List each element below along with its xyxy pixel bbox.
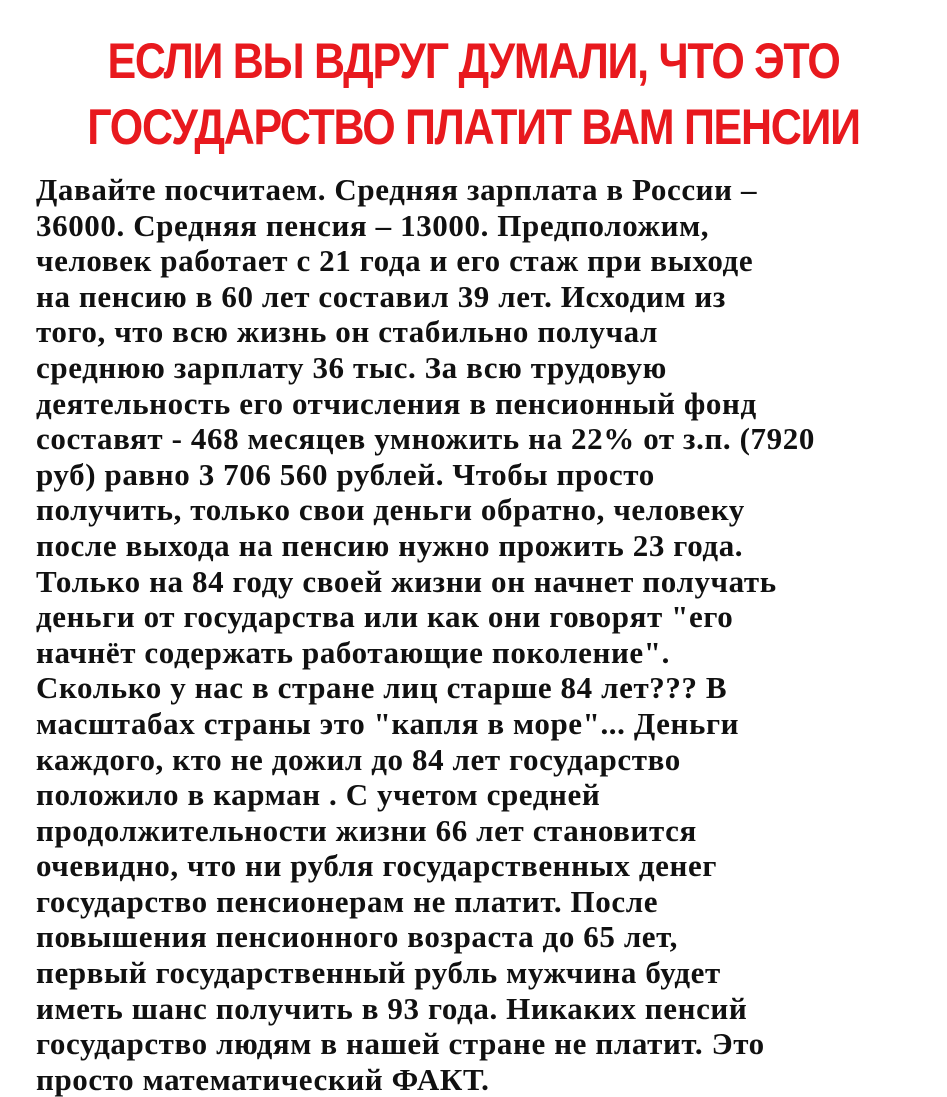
body-line: положило в карман . С учетом средней <box>36 777 601 813</box>
body-line: государство людям в нашей стране не платит. Это <box>36 1026 765 1062</box>
body-line: первый государственный рубль мужчина будет <box>36 955 721 991</box>
body-line: продолжительности жизни 66 лет становится <box>36 812 697 848</box>
body-line: очевидно, что ни рубля государственных денег <box>36 848 718 884</box>
body-line: среднюю зарплату 36 тыс. За всю трудовую <box>36 349 667 385</box>
body-line: составят - 468 месяцев умножить на 22% от з.п. (7920 <box>36 421 815 457</box>
body-line: начнёт содержать работающие поколение". <box>36 634 670 670</box>
body-line: получить, только свои деньги обратно, человеку <box>36 492 745 528</box>
body-line: государство пенсионерам не платит. После <box>36 883 659 919</box>
body-line: человек работает с 21 года и его стаж при выходе <box>36 243 754 279</box>
body-line: повышения пенсионного возраста до 65 лет, <box>36 919 679 955</box>
body-line: иметь шанс получить в 93 года. Никаких пенсий <box>36 990 748 1026</box>
body-line: масштабах страны это "капля в море"... Деньги <box>36 705 740 741</box>
headline <box>66 28 880 160</box>
body-line: после выхода на пенсию нужно прожить 23 года. <box>36 527 744 563</box>
body-line: руб) равно 3 706 560 рублей. Чтобы просто <box>36 456 655 492</box>
body-line: деятельность его отчисления в пенсионный фонд <box>36 385 757 421</box>
headline-line-2: ГОСУДАРСТВО ПЛАТИТ ВАМ ПЕНСИИ <box>87 99 860 155</box>
body-line: того, что всю жизнь он стабильно получал <box>36 314 659 350</box>
body-line: Только на 84 году своей жизни он начнет получать <box>36 563 777 599</box>
body-line: на пенсию в 60 лет составил 39 лет. Исходим из <box>36 278 726 314</box>
body-line: Давайте посчитаем. Средняя зарплата в России – <box>36 172 758 207</box>
body-text <box>36 172 936 1097</box>
headline-line-1: ЕСЛИ ВЫ ВДРУГ ДУМАЛИ, ЧТО ЭТО <box>107 33 840 89</box>
body-line: просто математический ФАКТ. <box>36 1061 490 1097</box>
body-line: Сколько у нас в стране лиц старше 84 лет??? В <box>36 670 728 706</box>
body-line: 36000. Средняя пенсия – 13000. Предположим, <box>36 207 710 243</box>
body-line: деньги от государства или как они говорят "его <box>36 599 734 635</box>
body-line: каждого, кто не дожил до 84 лет государство <box>36 741 681 777</box>
